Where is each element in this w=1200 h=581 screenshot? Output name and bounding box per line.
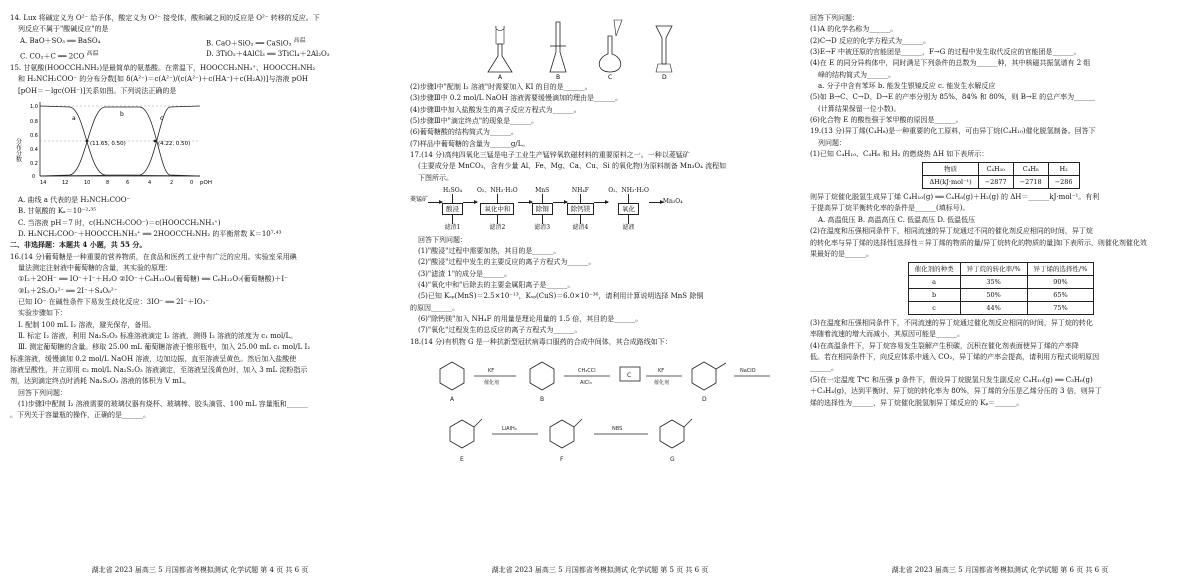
q14-option-b-condition: 高温 bbox=[293, 36, 306, 44]
q15-stem-3: [pOH＝－lgc(OH⁻)]关系如图。下列说法正确的是 bbox=[18, 86, 177, 95]
table-header-cell: 异丁烷的转化率/% bbox=[960, 262, 1027, 275]
flow-arrow bbox=[553, 202, 567, 203]
q16-steps-heading: 实验步骤如下： bbox=[18, 309, 67, 318]
flow-down-line bbox=[542, 215, 543, 224]
combustion-heat-table bbox=[922, 162, 1079, 189]
ring-d bbox=[692, 362, 716, 390]
page-5-content bbox=[410, 14, 792, 559]
q16-step-2: Ⅱ. 标定 I₂ 溶液，利用 Na₂S₂O₃ 标准溶液滴定 I₂ 溶液，测得 I₂ 溶液的浓度为 c₁ mol/L。 bbox=[18, 331, 298, 340]
reagent-2b: AlCl₃ bbox=[580, 380, 592, 387]
q14-option-c bbox=[20, 50, 206, 61]
catalyst-table bbox=[908, 262, 1095, 316]
flow-waste: 滤渣4 bbox=[572, 224, 589, 232]
point-2-label: (4.22, 0.50) bbox=[158, 141, 191, 148]
apparatus-a-label: A bbox=[498, 74, 503, 80]
table-header-cell: C₄H₁₀ bbox=[978, 162, 1013, 175]
q19-question-1: (1)已知 C₄H₁₀、C₄H₈ 和 H₂ 的燃烧热 ΔH 如下表所示： bbox=[810, 150, 989, 159]
x-tick: 10 bbox=[84, 180, 91, 187]
y-tick: 1.0 bbox=[30, 104, 38, 111]
flow-down-line bbox=[452, 194, 453, 203]
flow-start bbox=[410, 196, 428, 204]
q16-question-1b: 。下列关于容量瓶的操作，正确的是______。 bbox=[10, 411, 150, 420]
flow-waste: 滤渣1 bbox=[444, 224, 461, 232]
exam-page-5 bbox=[400, 0, 800, 581]
q19-question-3b: 率随着流速的增大而减小，其原因可能是______。 bbox=[810, 330, 964, 339]
ring-b bbox=[530, 362, 554, 390]
flow-down-line bbox=[497, 194, 498, 203]
q19-question-1c: 于提高异丁烷平衡转化率的条件是______(填标号)。 bbox=[810, 204, 970, 213]
table-header-cell: C₄H₈ bbox=[1013, 162, 1048, 175]
flow-reagent: O₂、NH₃·H₂O bbox=[477, 186, 518, 194]
reagent-3: KF bbox=[658, 368, 665, 375]
q19-question-5c: 烯的选择性为______，异丁烷催化脱氢制异丁烯反应的 Kₚ＝______。 bbox=[810, 398, 1024, 407]
q19-question-2b: 的转化率与异丁烯的选择性[选择性＝异丁烯的物质的量/异丁烷转化的物质的量]如下表所示，则催化剂催化效 bbox=[810, 238, 1147, 247]
table-cell: −2718 bbox=[1013, 176, 1048, 189]
table-row bbox=[908, 288, 1094, 301]
q18-question-4b: 峰的结构简式为______。 bbox=[818, 70, 895, 79]
q19-question-1d: A. 高温低压 B. 高温高压 C. 低温高压 D. 低温低压 bbox=[818, 215, 976, 224]
flow-waste: 滤液 bbox=[622, 224, 635, 232]
q17-question-1: (1)"酸浸"过程中需要加热，其目的是______。 bbox=[418, 246, 561, 255]
flow-reagent: MnS bbox=[535, 186, 550, 194]
exam-page-6 bbox=[800, 0, 1200, 581]
table-cell: 44% bbox=[960, 301, 1027, 314]
flow-end bbox=[663, 198, 683, 206]
q16-question-5: (5)步骤Ⅲ中"滴定终点"的现象是______。 bbox=[410, 117, 539, 126]
y-tick: 0.6 bbox=[30, 133, 38, 140]
table-cell: 35% bbox=[960, 275, 1027, 288]
process-flowchart bbox=[410, 187, 792, 232]
q16-step-1: Ⅰ. 配制 100 mL I₂ 溶液，避光保存，备用。 bbox=[18, 320, 156, 329]
ring-f bbox=[550, 420, 574, 448]
q15-stem-1: 15. 甘氨酸(HOOCCH₂NH₂)是最简单的氨基酸。在常温下，HOOCCH₂NH₃⁺、HOOCCH₂NH₂ bbox=[10, 64, 316, 73]
x-tick: 6 bbox=[126, 180, 130, 187]
q19-question-4b: 低。若在相同条件下，向反应体系中通入 CO₂，异丁烯的产率会提高，请利用方程式说明原因 bbox=[810, 353, 1100, 362]
q19-question-2c: 果最好的是______。 bbox=[810, 249, 873, 258]
distribution-chart bbox=[10, 98, 392, 193]
q16-step-3a: Ⅲ. 测定葡萄糖的含量。移取 25.00 mL 葡萄糖溶液于锥形瓶中，加入 25.00 mL c₁ mol/L I₂ bbox=[18, 343, 311, 352]
q19-question-4c: ______。 bbox=[810, 364, 838, 373]
curve-b-label: b bbox=[120, 111, 124, 119]
page-5-footer: 湖北省 2023 届高三 5 月国都省考模拟测试 化学试题 第 5 页 共 6 页 bbox=[491, 566, 709, 575]
flow-step-3 bbox=[532, 187, 553, 232]
q14-option-a: A. BaO＋SO₃ ══ BaSO₄ bbox=[20, 36, 101, 45]
q16-question-3: (3)步骤Ⅲ中 0.2 mol/L NaOH 溶液需要缓慢滴加的理由是______。 bbox=[410, 94, 622, 103]
flow-step-box: 酸浸 bbox=[442, 203, 463, 215]
point-1-label: (11.65, 0.50) bbox=[90, 141, 126, 148]
flow-reagent: H₂SO₄ bbox=[442, 186, 463, 194]
q18-question-2: (2)C→D 反应的化学方程式为______。 bbox=[810, 36, 930, 45]
x-tick: 14 bbox=[40, 180, 47, 187]
ring-e bbox=[450, 420, 474, 448]
table-cell: c bbox=[908, 301, 960, 314]
q19-question-5a: (5)在一定温度 T℃ 和压强 p 条件下，假设异丁烷脱氢只发生副反应 C₄H₁₀(g) ══ C₃H₆(g) bbox=[810, 375, 1093, 384]
compound-g-label: G bbox=[670, 456, 675, 464]
exam-page-4 bbox=[0, 0, 400, 581]
apparatus-d bbox=[656, 26, 672, 80]
compound-c-label: C bbox=[627, 372, 632, 380]
q18-question-5a: (5)如 B→C、C→D、D→E 的产率分别为 85%、84% 和 80%，则 B→E 的总产率为______ bbox=[810, 93, 1096, 102]
flow-arrow bbox=[463, 202, 477, 203]
ring-g bbox=[660, 420, 684, 448]
y-tick: 0.8 bbox=[30, 119, 38, 126]
apparatus-c bbox=[599, 20, 622, 80]
flow-waste: 滤渣3 bbox=[534, 224, 551, 232]
q16-question-6: (6)葡萄糖酸的结构简式为______。 bbox=[410, 128, 518, 137]
synthesis-svg bbox=[410, 349, 790, 469]
table-cell: 50% bbox=[960, 288, 1027, 301]
q17-question-7: (7)"氧化"过程发生的总反应的离子方程式为______。 bbox=[418, 326, 582, 335]
flow-reagent: O₂、NH₃·H₂O bbox=[608, 186, 649, 194]
table-cell: a bbox=[908, 275, 960, 288]
table-row bbox=[908, 301, 1094, 314]
table-header-cell: H₂ bbox=[1048, 162, 1079, 175]
flow-arrow bbox=[649, 202, 663, 203]
q17-stem-2: (主要成分是 MnCO₃，含有少量 Al、Fe、Mg、Ca、Cu、Si 的氧化物)为原料制备 Mn₃O₄ 流程如 bbox=[418, 162, 727, 171]
table-cell: ΔH(kJ·mol⁻¹) bbox=[923, 176, 978, 189]
reagent-4: NaClO bbox=[740, 368, 756, 375]
flow-start-label: 菱锰矿 bbox=[410, 195, 429, 203]
table-cell: −286 bbox=[1048, 176, 1079, 189]
apparatus-c-label: C bbox=[608, 74, 613, 80]
q17-answer-heading: 回答下列问题： bbox=[418, 235, 467, 244]
q18-question-5b: (计算结果保留一位小数)。 bbox=[818, 104, 901, 113]
page-6-content bbox=[810, 14, 1192, 559]
compound-f-label: F bbox=[560, 456, 564, 464]
x-tick: 4 bbox=[148, 180, 152, 187]
flow-down-line bbox=[580, 215, 581, 224]
q16-stem-1: 16.(14 分)葡萄糖是一种重要的营养物质，在食品和医药工业中有广泛的应用。实验室采用碘 bbox=[10, 252, 297, 261]
y-tick: 0.2 bbox=[30, 161, 38, 168]
q17-question-4: (4)"氧化中和"后除去的主要金属阳离子是______。 bbox=[418, 281, 575, 289]
flow-down-line bbox=[542, 194, 543, 203]
q17-question-5b: 的原因______。 bbox=[410, 303, 459, 312]
x-tick: 2 bbox=[170, 180, 174, 187]
flow-down-line bbox=[628, 215, 629, 224]
q14-option-b-text: B. CaO＋SiO₂ ══ CaSiO₃ bbox=[206, 39, 292, 48]
q14-option-c-text: C. CO₂＋C ══ 2CO bbox=[20, 52, 85, 61]
q19-stem-1: 19.(13 分)异丁烯(C₄H₈)是一种重要的化工原料，可由异丁烷(C₄H₁₀)催化脱氢制备。回答下 bbox=[810, 127, 1096, 136]
flow-step-1 bbox=[442, 187, 463, 232]
compound-a-label: A bbox=[450, 396, 455, 404]
q17-question-5a: (5)已知 Kₛₚ(MnS)＝2.5×10⁻¹³，Kₛₚ(CuS)＝6.0×10⁻³⁶，请利用计算说明选择 MnS 除铜 bbox=[418, 292, 704, 301]
flow-waste: 滤渣2 bbox=[489, 224, 506, 232]
reagent-2: CH₃CCl bbox=[578, 368, 596, 375]
q16-reaction-1: ①I₂＋2OH⁻ ══ IO⁻＋I⁻＋H₂O ②IO⁻＋C₆H₁₂O₆(葡萄糖) ══ C₆H₁₂O₇(葡萄糖酸)＋I⁻ bbox=[18, 275, 288, 284]
reagent-3b: 催化剂 bbox=[654, 380, 670, 387]
flow-end-label: Mn₃O₄ bbox=[662, 197, 683, 205]
q17-question-3: (3)"滤渣 1"的成分是______。 bbox=[418, 269, 512, 278]
y-tick: 0.4 bbox=[30, 147, 38, 154]
reagent-5: LiAlH₄ bbox=[502, 426, 517, 433]
q14-stem-1: 14. Lux 将碱定义为 O²⁻ 给予体，酸定义为 O²⁻ 接受体，酸和碱之间的反应是 O²⁻ 转移的反应。下 bbox=[10, 14, 320, 22]
q16-question-2: (2)步骤Ⅰ中"配制 I₂ 溶液"时需要加入 KI 的目的是______。 bbox=[410, 83, 592, 91]
q17-stem-3: 下图所示。 bbox=[418, 173, 453, 182]
flow-step-5 bbox=[608, 187, 649, 232]
distribution-chart-svg bbox=[10, 98, 250, 190]
q14-option-c-condition: 高温 bbox=[86, 50, 99, 58]
page-6-footer: 湖北省 2023 届高三 5 月国都省考模拟测试 化学试题 第 6 页 共 6 页 bbox=[891, 566, 1109, 575]
q16-question-7: (7)样品中葡萄糖的含量为______g/L。 bbox=[410, 139, 530, 148]
q17-question-6: (6)"除钙镁"加入 NH₄F 的用量是理论用量的 1.5 倍，其目的是______。 bbox=[418, 315, 643, 324]
q19-stem-2: 列问题： bbox=[818, 138, 846, 147]
flow-reagent: NH₄F bbox=[571, 186, 589, 194]
page-4-footer: 湖北省 2023 届高三 5 月国都省考模拟测试 化学试题 第 4 页 共 6 页 bbox=[91, 566, 309, 575]
q19-question-2a: (2)在温度和压强相同条件下，相同流速的异丁烷通过不同的催化剂反应相同的时间，异丁烷 bbox=[810, 227, 1093, 236]
reagent-6: NBS bbox=[612, 426, 623, 433]
table-cell: −2877 bbox=[978, 176, 1013, 189]
q17-stem-1: 17.(14 分)高纯四氧化三锰是电子工业生产锰锌氧软磁材料的重要原料之一。一种以菱锰矿 bbox=[410, 151, 690, 160]
curve-a-label: a bbox=[72, 115, 76, 123]
flow-step-box: 除钙镁 bbox=[567, 203, 595, 215]
flow-step-box: 氧化 bbox=[618, 203, 639, 215]
flow-arrow bbox=[518, 202, 532, 203]
q16-question-4: (4)步骤Ⅲ中加入盐酸发生的离子反应方程式为______。 bbox=[410, 105, 581, 114]
compound-d-label: D bbox=[702, 396, 707, 404]
q18-stem: 18.(14 分)有机物 G 是一种抗新型冠状病毒口服药的合成中间体，其合成路线如下： bbox=[410, 337, 672, 346]
table-header-row bbox=[923, 162, 1079, 175]
point-2 bbox=[154, 140, 157, 143]
q19-question-5b: ＋C₃H₄(g)，达到平衡时，异丁烷的转化率为 80%，异丁烯的分压是乙烯分压的 3 倍，则异丁 bbox=[810, 387, 1102, 396]
q18-question-6: (6)化合物 E 的酸性强于苯甲酸的原因是______。 bbox=[810, 116, 963, 125]
ring-a bbox=[440, 362, 464, 390]
q15-option-b: B. 甘氨酸的 Kₐ＝10⁻²·³⁵ bbox=[18, 207, 96, 216]
q19-question-1b: 则异丁烷催化脱氢生成异丁烯 C₄H₁₀(g) ══ C₄H₈(g)＋H₂(g) 的 ΔH＝______kJ·mol⁻¹。有利 bbox=[810, 193, 1100, 202]
reagent-1: KF bbox=[488, 368, 495, 375]
table-row bbox=[923, 176, 1079, 189]
chart-y-label: 分布分数 bbox=[14, 138, 22, 163]
page-4-content bbox=[10, 14, 392, 559]
table-header-cell: 催化剂的种类 bbox=[908, 262, 960, 275]
compound-b-label: B bbox=[540, 396, 545, 404]
flow-step-box: 除铜 bbox=[532, 203, 553, 215]
q14-stem-2: 列反应不属于"酸碱反应"的是 bbox=[18, 25, 109, 34]
flow-down-line bbox=[628, 194, 629, 203]
x-tick: 12 bbox=[62, 180, 69, 187]
q15-option-a: A. 曲线 a 代表的是 H₂NCH₂COO⁻ bbox=[18, 195, 131, 204]
point-1 bbox=[86, 140, 89, 143]
flow-step-2 bbox=[477, 187, 518, 232]
q14-options-ab bbox=[20, 37, 392, 48]
table-cell: 75% bbox=[1027, 301, 1094, 314]
flow-step-4 bbox=[567, 187, 595, 232]
q16-step-3d: 剂，达到滴定终点时消耗 Na₂S₂O₃ 溶液的体积为 V mL。 bbox=[10, 377, 191, 386]
x-tick: 8 bbox=[106, 180, 110, 187]
section-2-heading: 二、非选择题：本题共 4 小题，共 55 分。 bbox=[10, 241, 147, 250]
apparatus-d-label: D bbox=[662, 74, 667, 80]
q16-answer-heading: 回答下列问题： bbox=[18, 388, 67, 397]
table-cell: 90% bbox=[1027, 275, 1094, 288]
q15-option-c: C. 当溶液 pH＝7 时，c(H₂NCH₂COO⁻)＝c(HOOCCH₂NH₃⁺) bbox=[18, 218, 221, 227]
q18-question-4a: (4)在 E 的同分异构体中，同时满足下列条件的总数为______种，其中核磁共振氢谱有 2 组 bbox=[810, 59, 1091, 68]
q18-question-1: (1)A 的化学名称为______。 bbox=[810, 25, 898, 34]
flow-arrow bbox=[594, 202, 608, 203]
apparatus-b bbox=[550, 22, 566, 80]
reagent-1b: 催化剂 bbox=[484, 380, 500, 387]
q14-options-cd bbox=[20, 50, 392, 61]
apparatus-figure bbox=[410, 16, 792, 80]
table-header-cell: 物质 bbox=[923, 162, 978, 175]
x-tick: 0 bbox=[190, 180, 194, 187]
q16-question-1a: (1)步骤Ⅰ中配制 I₂ 溶液需要的玻璃仪器有烧杯、玻璃棒、胶头滴管、100 mL 容量瓶和______ bbox=[18, 400, 308, 408]
q16-stem-2: 量法测定注射液中葡萄糖的含量，其实验的原理： bbox=[18, 263, 172, 272]
q15-stem-2: 和 H₂NCH₂COO⁻ 的分布分数[如 δ(A²⁻)＝c(A²⁻)/(c(A²⁻)＋c(HA⁻)＋c(H₂A))]与溶液 pOH bbox=[18, 75, 309, 84]
q19-question-3a: (3)在温度和压强相同条件下，不同流速的异丁烷通过催化剂反应相同的时间，异丁烷的转化 bbox=[810, 319, 1093, 328]
q18-question-3: (3)E→F 中被还原的官能团是______，F→G 的过程中发生取代反应的官能团是______。 bbox=[810, 48, 1081, 57]
apparatus-a bbox=[488, 26, 512, 80]
q14-option-d: D. 3TiO₂＋4AlCl₃ ══ 3TiCl₄＋2Al₂O₃ bbox=[206, 50, 330, 59]
table-cell: 65% bbox=[1027, 288, 1094, 301]
q16-step-3b: 标准溶液，缓慢滴加 0.2 mol/L NaOH 溶液，边加边振，直至溶液呈黄色。然后加入盐酸使 bbox=[10, 354, 297, 363]
synthesis-route bbox=[410, 349, 792, 472]
table-row bbox=[908, 275, 1094, 288]
q18-answer-heading: 回答下列问题： bbox=[810, 14, 859, 22]
q16-reaction-3: 已知 IO⁻ 在碱性条件下易发生歧化反应：3IO⁻ ══ 2I⁻＋IO₃⁻ bbox=[18, 297, 210, 306]
flow-step-box: 氧化中和 bbox=[480, 203, 514, 215]
curve-c-label: c bbox=[160, 115, 164, 123]
apparatus-svg bbox=[410, 16, 710, 80]
compound-e-label: E bbox=[460, 456, 464, 464]
q17-question-2: (2)"酸浸"过程中发生的主要反应的离子方程式为______。 bbox=[418, 258, 596, 267]
apparatus-b-label: B bbox=[556, 74, 561, 80]
q19-question-4a: (4)在高温条件下，异丁烷容易发生裂解产生积碳，沉积在催化剂表面使异丁烯的产率降 bbox=[810, 341, 1079, 350]
flow-down-line bbox=[497, 215, 498, 224]
q18-question-4c: a. 分子中含有苯环 b. 能发生银镜反应 c. 能发生水解反应 bbox=[818, 82, 996, 91]
flow-arrow bbox=[428, 202, 442, 203]
table-header-cell: 异丁烯的选择性/% bbox=[1027, 262, 1094, 275]
table-header-row bbox=[908, 262, 1094, 275]
chart-x-label: pOH bbox=[200, 180, 212, 187]
flow-down-line bbox=[452, 215, 453, 224]
table-cell: b bbox=[908, 288, 960, 301]
q16-step-3c: 溶液呈酸性，并立即用 c₂ mol/L Na₂S₂O₃ 溶液滴定，至溶液呈浅黄色时，加入 3 mL 淀粉指示 bbox=[10, 365, 308, 374]
chart-y-ticks bbox=[30, 104, 38, 180]
q14-option-b bbox=[206, 37, 392, 48]
y-tick: 0 bbox=[32, 174, 36, 181]
q15-option-d: D. H₂NCH₂COO⁻＋HOOCCH₂NH₃⁺ ══ 2HOOCCH₂NH₂ 的平衡常数 K＝10⁷·⁴³ bbox=[18, 229, 282, 238]
q16-reaction-2: ③I₂＋2S₂O₃²⁻ ══ 2I⁻＋S₄O₆²⁻ bbox=[18, 286, 118, 295]
flow-down-line bbox=[580, 194, 581, 203]
chart-x-ticks bbox=[40, 180, 193, 186]
